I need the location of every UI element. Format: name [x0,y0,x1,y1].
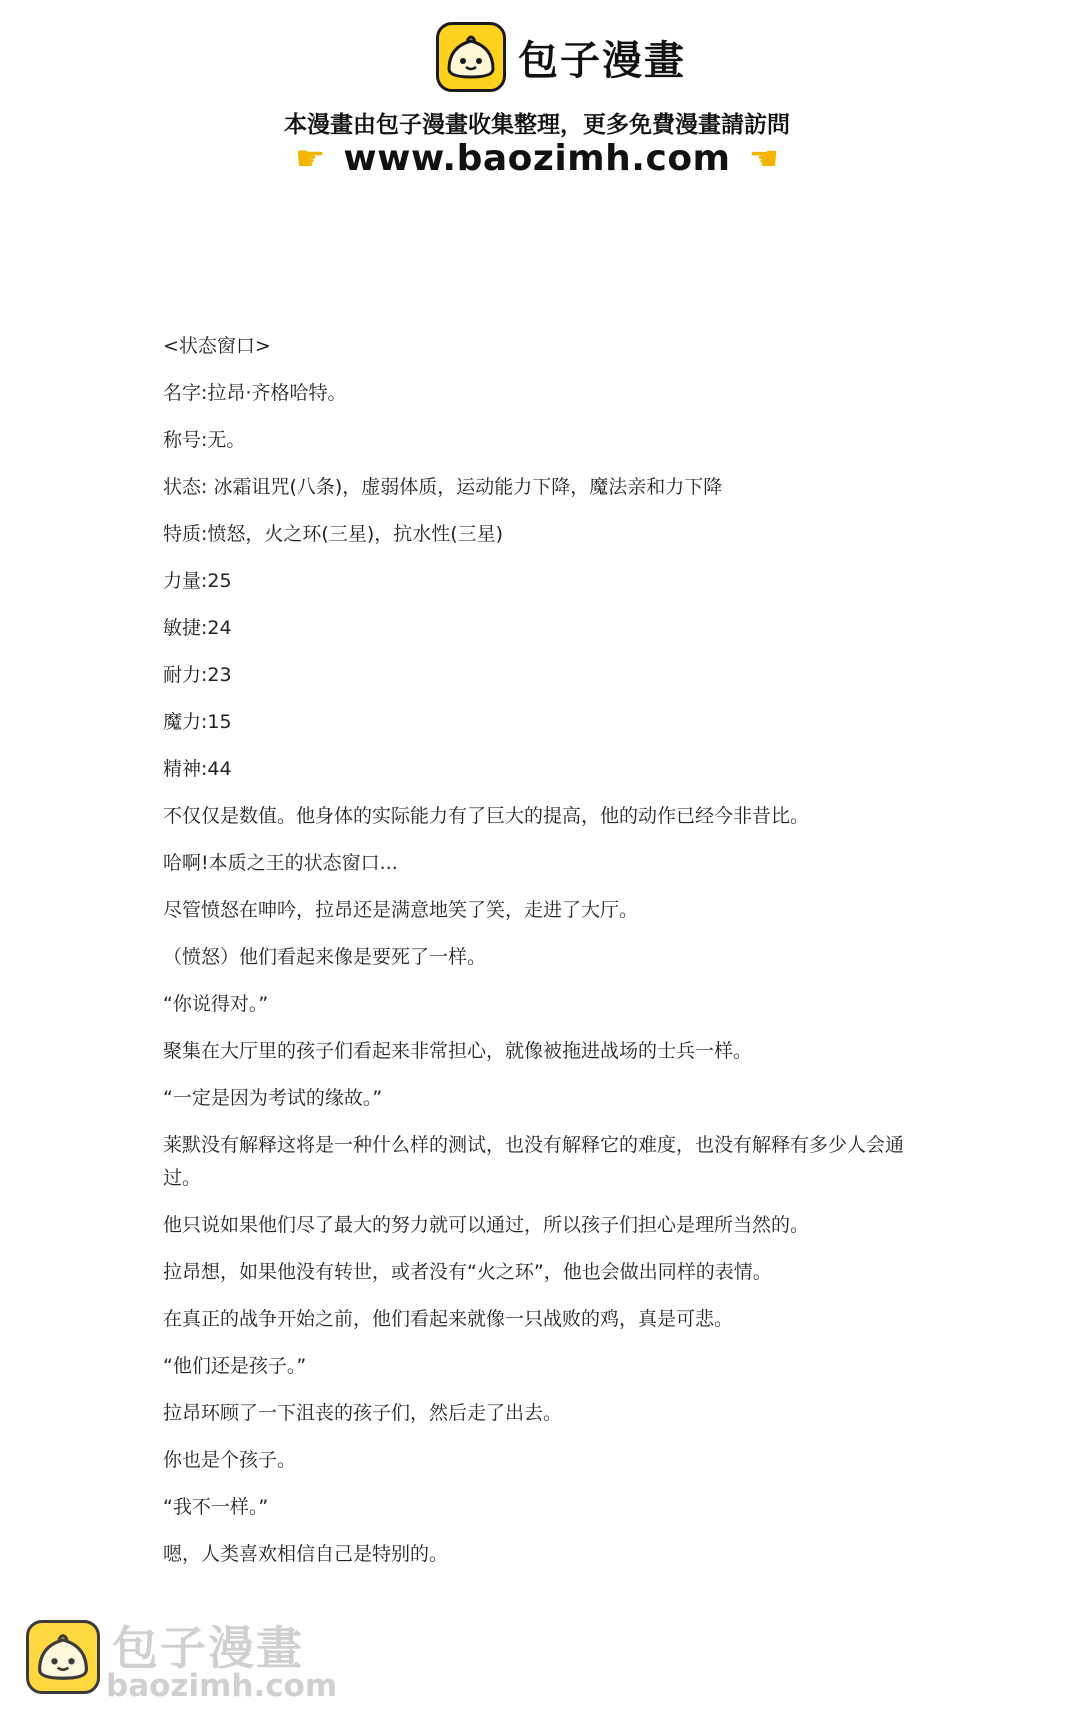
paragraph: “他们还是孩子。” [163,1355,307,1377]
paragraph: 力量:25 [163,570,232,592]
pointing-left-hand-icon: ☚ [748,138,780,179]
url-row [0,138,1074,179]
paragraph: 莱默没有解释这将是一种什么样的测试，也没有解释它的难度，也没有解释有多少人会通过。 [163,1134,905,1189]
paragraph: 哈啊!本质之王的状态窗口... [163,852,398,874]
paragraph: 尽管愤怒在呻吟，拉昂还是满意地笑了笑，走进了大厅。 [163,899,639,921]
site-url-link[interactable]: www.baozimh.com [343,138,731,179]
watermark-title: 包子漫畫 [112,1621,304,1675]
paragraph: <状态窗口> [163,335,271,357]
chapter-text [163,330,933,1585]
paragraph: “我不一样。” [163,1496,269,1518]
paragraph: 不仅仅是数值。他身体的实际能力有了巨大的提高，他的动作已经今非昔比。 [163,805,810,827]
paragraph: 状态: 冰霜诅咒(八条)，虚弱体质，运动能力下降，魔法亲和力下降 [163,476,723,498]
paragraph: 精神:44 [163,758,232,780]
paragraph: 魔力:15 [163,711,232,733]
watermark [26,1618,338,1708]
paragraph: “你说得对。” [163,993,269,1015]
tagline: 本漫畫由包子漫畫收集整理，更多免費漫畫請訪問 [284,112,790,138]
paragraph: 称号:无。 [163,429,246,451]
paragraph: “一定是因为考试的缘故。” [163,1087,383,1109]
paragraph: 特质:愤怒，火之环(三星)，抗水性(三星) [163,523,504,545]
paragraph: 你也是个孩子。 [163,1449,297,1471]
paragraph: 聚集在大厅里的孩子们看起来非常担心，就像被拖进战场的士兵一样。 [163,1040,753,1062]
paragraph: 他只说如果他们尽了最大的努力就可以通过，所以孩子们担心是理所当然的。 [163,1214,810,1236]
paragraph: 拉昂环顾了一下沮丧的孩子们，然后走了出去。 [163,1402,563,1424]
brand-name: 包子漫畫 [518,37,686,84]
paragraph: （愤怒）他们看起来像是要死了一样。 [163,946,487,968]
paragraph: 拉昂想，如果他没有转世，或者没有“火之环”，他也会做出同样的表情。 [163,1261,772,1283]
paragraph: 敏捷:24 [163,617,232,639]
site-header [0,0,1074,200]
paragraph: 耐力:23 [163,664,232,686]
bun-logo-icon [436,22,506,92]
logo-row[interactable] [436,22,686,92]
paragraph: 名字:拉昂·齐格哈特。 [163,382,347,404]
watermark-url: baozimh.com [106,1668,338,1704]
pointing-right-hand-icon: ☛ [294,138,326,179]
paragraph: 在真正的战争开始之前，他们看起来就像一只战败的鸡，真是可悲。 [163,1308,734,1330]
watermark-bun-icon [26,1620,100,1694]
paragraph: 嗯，人类喜欢相信自己是特别的。 [163,1543,449,1565]
